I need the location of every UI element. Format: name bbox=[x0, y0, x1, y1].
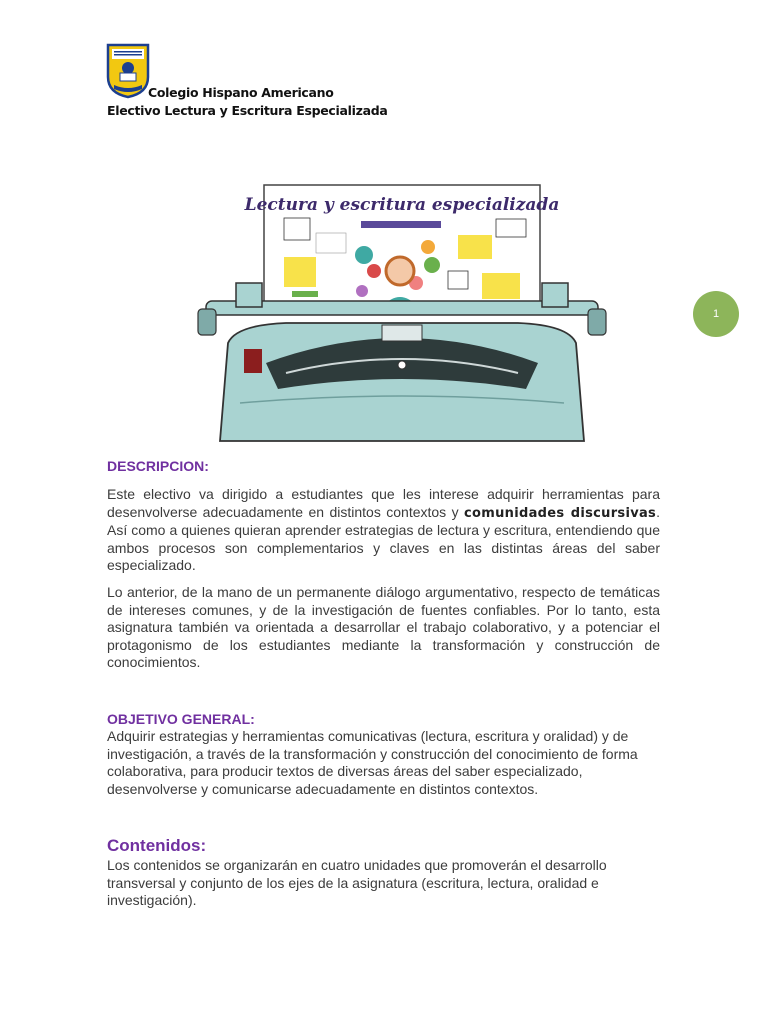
hero-title: Lectura y escritura especializada bbox=[244, 195, 560, 215]
school-name: Colegio Hispano Americano bbox=[148, 85, 334, 100]
contenidos-text: Los contenidos se organizarán en cuatro unidades que promoverán el desarrollo transversal y conjunto de los ejes de la asignatura (escritura, lectura, oralidad e investigación). bbox=[107, 857, 607, 909]
objetivo-heading: OBJETIVO GENERAL: bbox=[107, 711, 255, 727]
page-number-badge: 1 bbox=[693, 291, 739, 337]
contenidos-heading: Contenidos: bbox=[107, 836, 207, 855]
descripcion-bold-term: comunidades discursivas bbox=[464, 505, 657, 521]
typewriter-icon bbox=[196, 183, 608, 445]
descripcion-paragraph-1 bbox=[107, 486, 660, 575]
descripcion-text-end: . Así como a quienes quieran aprender estrategias de lectura y escritura, entendiendo que ambos procesos son complementarios y claves en las distintas áreas del saber especializado. bbox=[107, 503, 660, 574]
descripcion-heading: DESCRIPCION: bbox=[107, 458, 209, 474]
descripcion-text-start: Este electivo va dirigido a estudiantes que les interese adquirir herramientas para desenvolverse adecuadamente en distintos contextos y bbox=[107, 486, 660, 520]
descripcion-paragraph-2: Lo anterior, de la mano de un permanente diálogo argumentativo, respecto de temáticas de intereses comunes, y de la investigación de fuentes confiables. Por lo tanto, esta asignatura también va orientada a desarrollar el trabajo colaborativo, y a potenciar el protagonismo de los estudiantes mediante la transformación y construcción de conocimientos. bbox=[107, 584, 660, 671]
school-crest-icon bbox=[106, 43, 150, 99]
objetivo-text: Adquirir estrategias y herramientas comunicativas (lectura, escritura y oralidad) y de investigación, a través de la transformación y construcción del conocimiento de forma colaborativa, para producir textos de diversas áreas del saber especializado, desenvolverse y comunicarse adecuadamente en distintos contextos. bbox=[107, 728, 638, 797]
elective-name: Electivo Lectura y Escritura Especializada bbox=[107, 103, 388, 118]
